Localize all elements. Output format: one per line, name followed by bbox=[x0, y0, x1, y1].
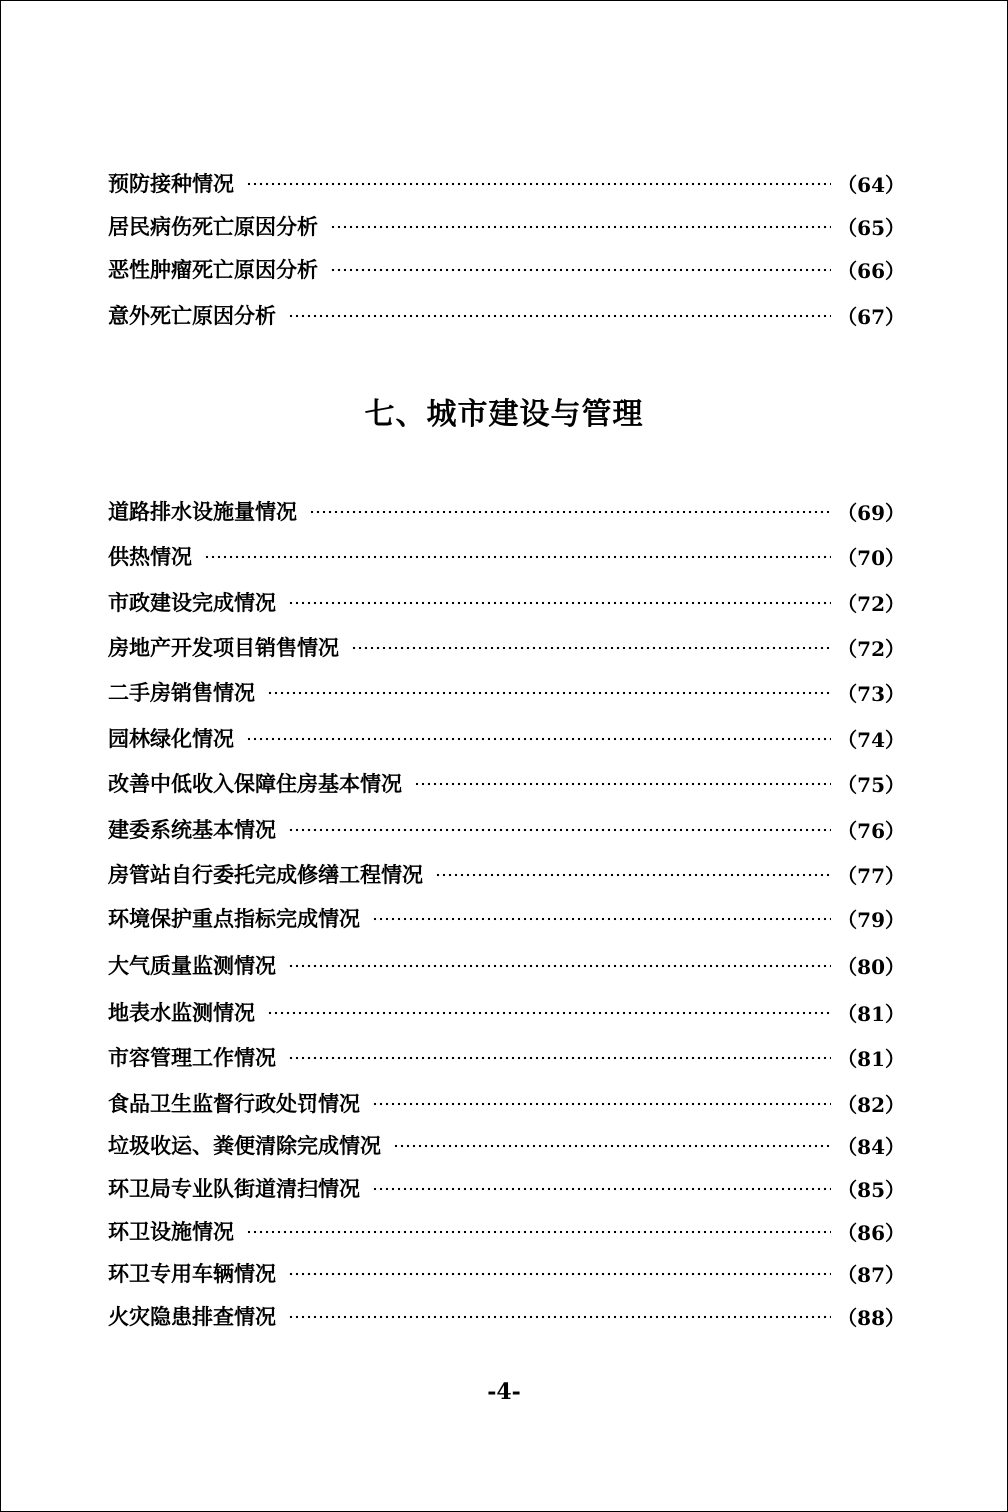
toc-entry-page: （80） bbox=[837, 954, 905, 979]
dot-leader bbox=[351, 646, 831, 650]
toc-entry-title: 意外死亡原因分析 bbox=[108, 303, 276, 328]
dot-leader bbox=[267, 1011, 831, 1015]
toc-entry-page: （73） bbox=[837, 681, 905, 706]
toc-entry-title: 园林绿化情况 bbox=[108, 726, 234, 751]
toc-entry-page: （76） bbox=[837, 818, 905, 843]
toc-entry-page: （74） bbox=[837, 727, 905, 752]
dot-leader bbox=[288, 1272, 831, 1276]
toc-entry-title: 居民病伤死亡原因分析 bbox=[108, 214, 318, 239]
toc-entry-page: （82） bbox=[837, 1092, 905, 1117]
toc-entry[interactable] bbox=[108, 539, 905, 573]
toc-entry[interactable] bbox=[108, 1086, 905, 1120]
toc-entry-page: （64） bbox=[837, 172, 905, 197]
toc-entry[interactable] bbox=[108, 995, 905, 1029]
dot-leader bbox=[288, 1315, 831, 1319]
dot-leader bbox=[246, 737, 831, 741]
dot-leader bbox=[414, 782, 831, 786]
dot-leader bbox=[246, 182, 831, 186]
dot-leader bbox=[267, 691, 831, 695]
toc-entry[interactable] bbox=[108, 675, 905, 709]
toc-entry[interactable] bbox=[108, 766, 905, 800]
dot-leader bbox=[288, 1056, 831, 1060]
toc-entry[interactable] bbox=[108, 1128, 905, 1162]
toc-entry[interactable] bbox=[108, 1040, 905, 1074]
toc-entry-title: 大气质量监测情况 bbox=[108, 953, 276, 978]
dot-leader bbox=[435, 873, 831, 877]
toc-entry-page: （72） bbox=[837, 636, 905, 661]
dot-leader bbox=[288, 964, 831, 968]
toc-entry-page: （77） bbox=[837, 863, 905, 888]
section-heading: 七、城市建设与管理 bbox=[364, 397, 644, 432]
toc-entry-page: （85） bbox=[837, 1177, 905, 1202]
dot-leader bbox=[372, 917, 831, 921]
dot-leader bbox=[330, 225, 831, 229]
toc-entry[interactable] bbox=[108, 901, 905, 935]
toc-entry-title: 环卫专用车辆情况 bbox=[108, 1261, 276, 1286]
toc-entry-page: （65） bbox=[837, 215, 905, 240]
toc-entry[interactable] bbox=[108, 252, 905, 286]
toc-entry-title: 预防接种情况 bbox=[108, 171, 234, 196]
toc-entry-title: 垃圾收运、粪便清除完成情况 bbox=[108, 1133, 381, 1158]
toc-entry[interactable] bbox=[108, 721, 905, 755]
toc-entry-title: 地表水监测情况 bbox=[108, 1000, 255, 1025]
toc-entry-title: 环境保护重点指标完成情况 bbox=[108, 906, 360, 931]
toc-entry-title: 火灾隐患排查情况 bbox=[108, 1304, 276, 1329]
page-number: -4- bbox=[487, 1379, 521, 1405]
toc-entry[interactable] bbox=[108, 630, 905, 664]
toc-entry[interactable] bbox=[108, 948, 905, 982]
toc-entry-page: （84） bbox=[837, 1134, 905, 1159]
toc-entry-page: （69） bbox=[837, 500, 905, 525]
toc-entry[interactable] bbox=[108, 1256, 905, 1290]
toc-entry-title: 建委系统基本情况 bbox=[108, 817, 276, 842]
toc-entry[interactable] bbox=[108, 1171, 905, 1205]
toc-entry-page: （81） bbox=[837, 1001, 905, 1026]
toc-entry-page: （88） bbox=[837, 1305, 905, 1330]
toc-entry-title: 环卫设施情况 bbox=[108, 1219, 234, 1244]
toc-entry-page: （70） bbox=[837, 545, 905, 570]
toc-entry-title: 房管站自行委托完成修缮工程情况 bbox=[108, 862, 423, 887]
toc-entry[interactable] bbox=[108, 812, 905, 846]
toc-entry[interactable] bbox=[108, 209, 905, 243]
toc-entry[interactable] bbox=[108, 585, 905, 619]
toc-entry-page: （72） bbox=[837, 591, 905, 616]
toc-entry-title: 道路排水设施量情况 bbox=[108, 499, 297, 524]
toc-entry-page: （66） bbox=[837, 258, 905, 283]
toc-entry-page: （75） bbox=[837, 772, 905, 797]
dot-leader bbox=[288, 314, 831, 318]
toc-entry-title: 市政建设完成情况 bbox=[108, 590, 276, 615]
toc-entry-page: （86） bbox=[837, 1220, 905, 1245]
toc-entry-page: （67） bbox=[837, 304, 905, 329]
toc-entry-title: 恶性肿瘤死亡原因分析 bbox=[108, 257, 318, 282]
toc-entry[interactable] bbox=[108, 857, 905, 891]
toc-entry-title: 环卫局专业队街道清扫情况 bbox=[108, 1176, 360, 1201]
dot-leader bbox=[372, 1102, 831, 1106]
toc-entry-title: 食品卫生监督行政处罚情况 bbox=[108, 1091, 360, 1116]
toc-entry[interactable] bbox=[108, 298, 905, 332]
toc-entry-title: 改善中低收入保障住房基本情况 bbox=[108, 771, 402, 796]
dot-leader bbox=[372, 1187, 831, 1191]
toc-entry-page: （81） bbox=[837, 1046, 905, 1071]
dot-leader bbox=[204, 555, 831, 559]
dot-leader bbox=[393, 1144, 831, 1148]
dot-leader bbox=[246, 1230, 831, 1234]
toc-entry-page: （79） bbox=[837, 907, 905, 932]
dot-leader bbox=[288, 601, 831, 605]
toc-entry-title: 房地产开发项目销售情况 bbox=[108, 635, 339, 660]
toc-entry[interactable] bbox=[108, 166, 905, 200]
toc-entry-title: 二手房销售情况 bbox=[108, 680, 255, 705]
toc-entry-title: 供热情况 bbox=[108, 544, 192, 569]
dot-leader bbox=[309, 510, 831, 514]
toc-entry-page: （87） bbox=[837, 1262, 905, 1287]
toc-entry[interactable] bbox=[108, 1214, 905, 1248]
dot-leader bbox=[288, 828, 831, 832]
toc-entry[interactable] bbox=[108, 494, 905, 528]
toc-entry[interactable] bbox=[108, 1299, 905, 1333]
toc-entry-title: 市容管理工作情况 bbox=[108, 1045, 276, 1070]
dot-leader bbox=[330, 268, 831, 272]
